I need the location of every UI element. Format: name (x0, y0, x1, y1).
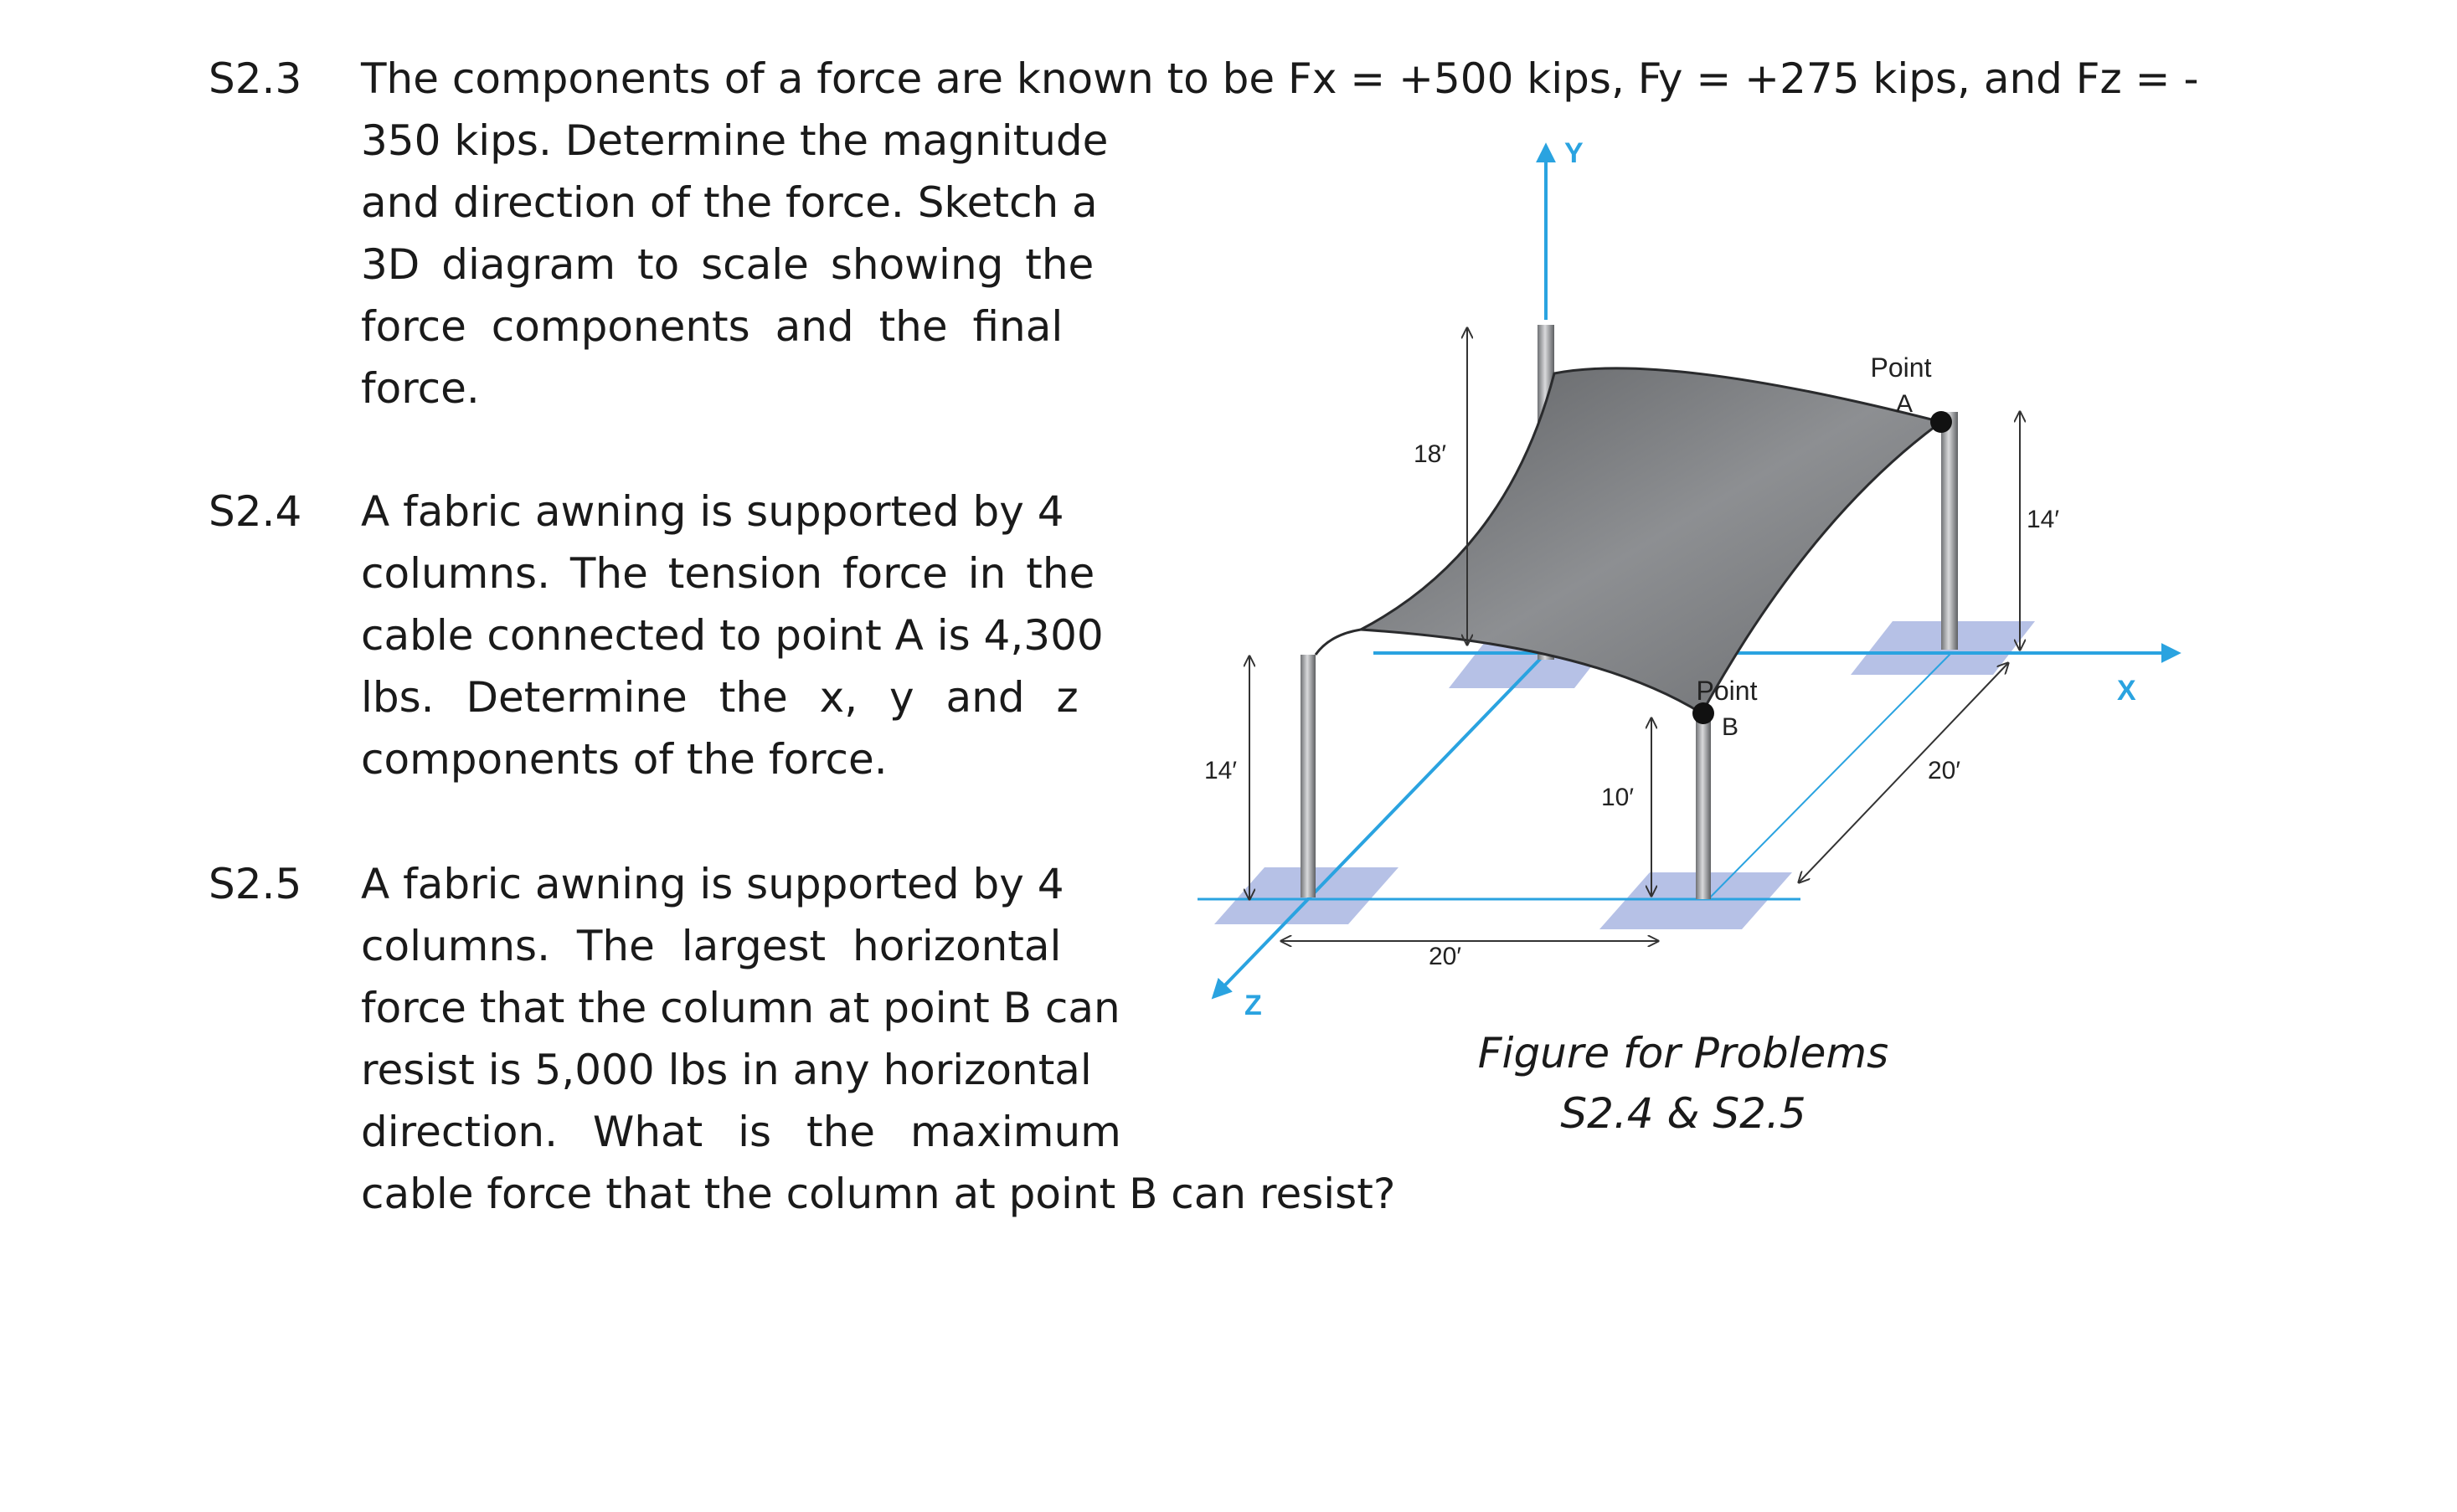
z-axis (1214, 653, 1546, 996)
axis-x-label: X (2117, 675, 2136, 707)
text-line: 3D diagram to scale showing the (361, 240, 1095, 289)
point-b-label-2: B (1721, 713, 1739, 741)
dim-label-18: 18′ (1414, 440, 1446, 468)
problem-s2-3-first-line: The components of a force are known to be Fx = +500 kips, Fy = +275 kips, and Fz = - (361, 54, 2199, 103)
column-point-b (1696, 713, 1711, 899)
text-line: force. (361, 364, 480, 413)
problem-s2-5-last-line: cable force that the column at point B can resist? (361, 1170, 1396, 1218)
problem-number-s2-3: S2.3 (209, 54, 302, 103)
text-line: A fabric awning is supported by 4 (361, 860, 1064, 908)
text-line: and direction of the force. Sketch a (361, 178, 1098, 227)
figure-caption (1474, 1023, 1893, 1144)
text-line: columns. The largest horizontal (361, 922, 1062, 970)
point-a-marker (1930, 411, 1952, 433)
fabric-edge-front-left (1316, 630, 1361, 655)
column-front-left (1301, 655, 1316, 897)
text-line: lbs. Determine the x, y and z (361, 673, 1079, 722)
text-line: cable connected to point A is 4,300 (361, 611, 1104, 660)
point-b-label-1: Point (1696, 676, 1758, 706)
dim-line-20-right (1799, 663, 2008, 882)
caption-line-2: S2.4 & S2.5 (1560, 1089, 1806, 1138)
text-line: components of the force. (361, 735, 888, 784)
dim-label-14-right: 14′ (2027, 506, 2059, 533)
caption-line-1: Figure for Problems (1477, 1029, 1889, 1077)
axis-y-label: Y (1564, 137, 1584, 169)
text-line: 350 kips. Determine the magnitude (361, 116, 1109, 165)
column-point-a (1941, 412, 1958, 650)
dim-label-20-bottom: 20′ (1429, 943, 1461, 970)
problem-number-s2-5: S2.5 (209, 860, 302, 908)
text-line: A fabric awning is supported by 4 (361, 487, 1064, 536)
dim-label-10: 10′ (1601, 784, 1634, 811)
text-line: columns. The tension force in the (361, 549, 1095, 598)
text-line: direction. What is the maximum (361, 1108, 1121, 1156)
text-line: force components and the final (361, 302, 1064, 351)
fabric-awning (1361, 368, 1941, 713)
problem-number-s2-4: S2.4 (209, 487, 302, 536)
point-a-label-1: Point (1870, 352, 1932, 383)
axis-z-label: Z (1244, 990, 1262, 1021)
point-a-label-2: A (1895, 390, 1914, 418)
text-line: force that the column at point B can (361, 984, 1120, 1032)
dim-label-14-left: 14′ (1204, 757, 1237, 784)
dim-label-20-right: 20′ (1928, 757, 1960, 784)
text-line: resist is 5,000 lbs in any horizontal (361, 1046, 1092, 1094)
